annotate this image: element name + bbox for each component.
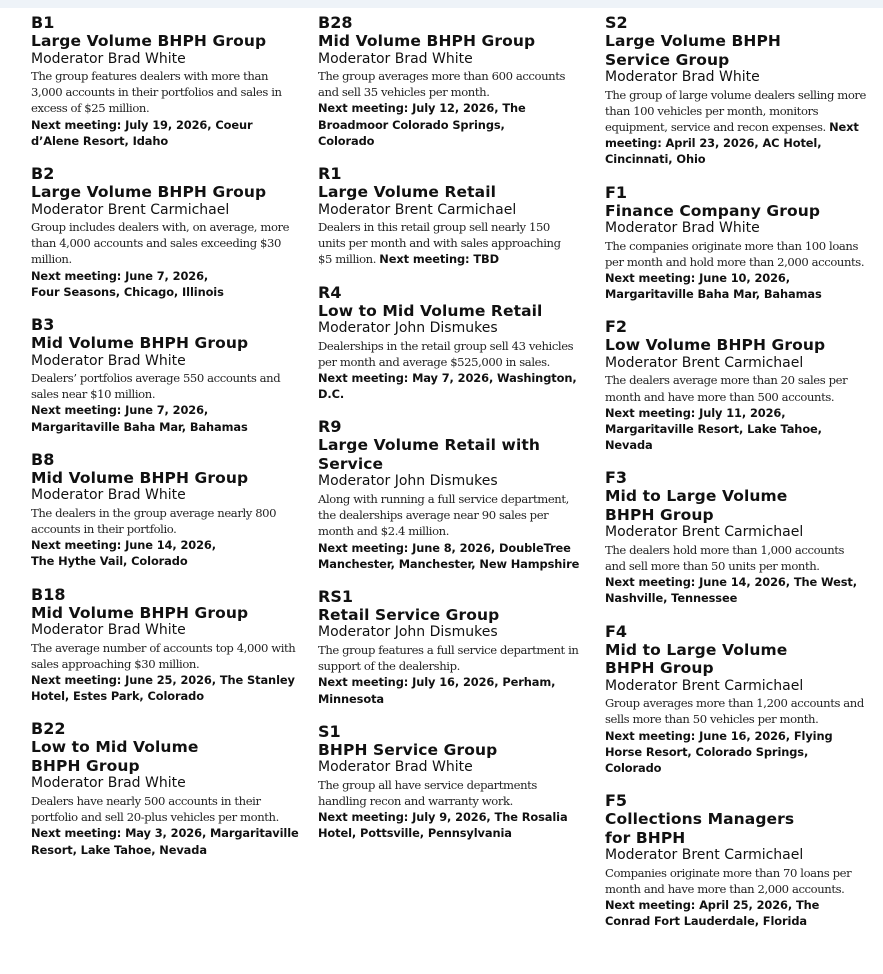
group-code: S1 (318, 721, 341, 741)
group-code: B1 (31, 13, 55, 32)
group-title: Low to Mid Volume Retail (318, 301, 543, 320)
group-description-text: The group of large volume dealers selling more than 100 vehicles per month, monitors equipment, service and recon expenses. (605, 87, 867, 134)
group-description: Along with running a full service department, the dealerships average near 90 sales per month and $2.4 million. (318, 491, 569, 539)
group-description: The group features dealers with more than 3,000 accounts in their portfolios and sales in excess of $25 million. (31, 69, 282, 116)
group-f5 (605, 792, 877, 929)
group-b1 (31, 14, 301, 149)
group-meeting: Next meeting: May 3, 2026, Margaritaville Resort, Lake Tahoe, Nevada (31, 826, 299, 857)
group-description: Group averages more than 1,200 accounts and sells more than 50 vehicles per month. (605, 696, 864, 727)
group-description: The average number of accounts top 4,000 with sales approaching $30 million. (31, 640, 296, 671)
group-description: Companies originate more than 70 loans per month and have more than 2,000 accounts. (605, 865, 852, 896)
group-description (318, 219, 570, 268)
group-code: B18 (31, 584, 66, 604)
group-description-text: Dealers in this retail group sell nearly 150 units per month and with sales approaching $5 million. (318, 220, 561, 267)
group-code: F3 (605, 468, 628, 488)
group-moderator: Moderator Brad White (605, 220, 760, 237)
group-description: The dealers average more than 20 sales per month and have more than 500 accounts. (605, 373, 848, 404)
group-moderator: Moderator Brent Carmichael (605, 354, 804, 371)
group-description: Dealerships in the retail group sell 43 vehicles per month and average $525,000 in sales. (318, 338, 574, 369)
group-title: Finance Company Group (605, 201, 821, 220)
group-meeting: Next meeting: July 19, 2026, Coeur d’Alene Resort, Idaho (31, 117, 253, 148)
top-bar (0, 0, 883, 8)
group-title: Mid Volume BHPH Group (318, 32, 536, 50)
group-meeting: Next meeting: June 7, 2026, Margaritaville Baha Mar, Bahamas (31, 403, 248, 434)
group-title: Large Volume BHPH Group (31, 183, 267, 202)
group-b22 (31, 720, 301, 857)
column-2 (318, 14, 586, 842)
group-code: B8 (31, 449, 55, 469)
group-code: RS1 (318, 586, 353, 606)
group-code: F2 (605, 317, 628, 337)
group-meeting: Next meeting: June 25, 2026, The Stanley Hotel, Estes Park, Colorado (31, 673, 295, 704)
group-f4 (605, 623, 877, 777)
group-meeting: Next meeting: TBD (379, 252, 499, 267)
group-code: F5 (605, 791, 628, 811)
group-r4 (318, 284, 586, 403)
group-meeting: Next meeting: July 9, 2026, The Rosalia Hotel, Pottsville, Pennsylvania (318, 810, 568, 841)
group-title: Large Volume BHPH Group (31, 32, 267, 50)
group-meeting: Next meeting: June 8, 2026, DoubleTree Manchester, Manchester, New Hampshire (318, 540, 580, 571)
group-s2 (605, 14, 877, 168)
group-meeting: Next meeting: April 23, 2026, AC Hotel, Cincinnati, Ohio (605, 119, 859, 167)
group-meeting: Next meeting: June 14, 2026, The Hythe Vail, Colorado (31, 538, 216, 569)
group-moderator: Moderator Brad White (318, 50, 473, 67)
group-title: Low to Mid Volume BHPH Group (31, 738, 199, 775)
group-moderator: Moderator Brent Carmichael (605, 524, 804, 541)
group-b3 (31, 316, 301, 435)
group-b18 (31, 586, 301, 705)
group-description: The group all have service departments handling recon and warranty work. (318, 777, 537, 808)
group-r1 (318, 165, 586, 268)
column-3 (605, 14, 877, 929)
group-code: B22 (31, 719, 66, 739)
group-title: Large Volume BHPH Service Group (605, 32, 782, 69)
group-s1 (318, 723, 586, 842)
group-title: BHPH Service Group (318, 740, 498, 759)
group-rs1 (318, 588, 586, 707)
group-moderator: Moderator Brad White (31, 50, 186, 67)
group-description: Dealers have nearly 500 accounts in their portfolio and sell 20-plus vehicles per month. (31, 793, 279, 825)
group-b28 (318, 14, 586, 149)
group-description: The dealers in the group average nearly 800 accounts in their portfolio. (31, 505, 277, 537)
group-title: Mid Volume BHPH Group (31, 334, 249, 353)
group-meeting: Next meeting: July 16, 2026, Perham, Minnesota (318, 675, 556, 706)
group-code: F4 (605, 621, 628, 641)
group-moderator: Moderator Brad White (318, 759, 473, 776)
group-description (605, 87, 867, 168)
group-meeting: Next meeting: July 11, 2026, Margaritaville Resort, Lake Tahoe, Nevada (605, 405, 822, 453)
group-description: The companies originate more than 100 loans per month and hold more than 2,000 accounts. (605, 238, 865, 269)
group-code: F1 (605, 182, 628, 202)
group-title: Mid to Large Volume BHPH Group (605, 487, 788, 524)
group-b2 (31, 165, 301, 300)
group-b8 (31, 451, 301, 570)
group-moderator: Moderator John Dismukes (318, 473, 498, 490)
group-title: Collections Managers for BHPH (605, 810, 795, 847)
group-code: S2 (605, 13, 628, 32)
group-title: Large Volume Retail (318, 183, 497, 202)
group-meeting: Next meeting: June 7, 2026, Four Seasons, Chicago, Illinois (31, 268, 224, 299)
group-code: B3 (31, 315, 55, 335)
group-moderator: Moderator Brad White (31, 352, 186, 369)
group-moderator: Moderator Brad White (31, 775, 186, 792)
group-description: Dealers’ portfolios average 550 accounts and sales near $10 million. (31, 371, 281, 402)
group-title: Mid Volume BHPH Group (31, 603, 249, 622)
group-code: B28 (318, 13, 353, 32)
group-f1 (605, 184, 877, 303)
group-code: R1 (318, 164, 342, 184)
group-code: B2 (31, 164, 55, 184)
group-moderator: Moderator Brad White (31, 622, 186, 639)
group-meeting: Next meeting: May 7, 2026, Washington, D.C. (318, 371, 577, 402)
group-moderator: Moderator Brent Carmichael (605, 847, 804, 864)
group-meeting: Next meeting: June 14, 2026, The West, Nashville, Tennessee (605, 575, 857, 606)
group-meeting: Next meeting: June 16, 2026, Flying Horse Resort, Colorado Springs, Colorado (605, 728, 833, 775)
group-description: Group includes dealers with, on average, more than 4,000 accounts and sales exceeding $30 million. (31, 220, 290, 267)
group-moderator: Moderator John Dismukes (318, 624, 498, 641)
group-description: The dealers hold more than 1,000 accounts and sell more than 50 units per month. (605, 542, 845, 574)
group-f3 (605, 469, 877, 606)
group-title: Retail Service Group (318, 605, 500, 624)
group-moderator: Moderator Brent Carmichael (318, 201, 517, 218)
group-code: R4 (318, 282, 342, 302)
group-title: Low Volume BHPH Group (605, 336, 826, 355)
group-r9 (318, 418, 586, 572)
group-meeting: Next meeting: June 10, 2026, Margaritaville Baha Mar, Bahamas (605, 270, 822, 302)
group-meeting: Next meeting: July 12, 2026, The Broadmoor Colorado Springs, Colorado (318, 101, 526, 148)
group-moderator: Moderator John Dismukes (318, 320, 498, 337)
column-1 (31, 14, 301, 858)
group-f2 (605, 318, 877, 453)
group-description: The group features a full service department in support of the dealership. (318, 642, 579, 674)
group-title: Mid to Large Volume BHPH Group (605, 640, 788, 678)
group-moderator: Moderator Brad White (31, 487, 186, 504)
group-moderator: Moderator Brad White (605, 69, 760, 85)
group-moderator: Moderator Brent Carmichael (31, 201, 230, 218)
group-moderator: Moderator Brent Carmichael (605, 677, 804, 694)
group-code: R9 (318, 417, 342, 437)
group-meeting: Next meeting: April 25, 2026, The Conrad Fort Lauderdale, Florida (605, 898, 820, 929)
group-title: Mid Volume BHPH Group (31, 468, 249, 487)
group-title: Large Volume Retail with Service (318, 436, 541, 473)
group-description: The group averages more than 600 accounts and sell 35 vehicles per month. (318, 69, 566, 100)
